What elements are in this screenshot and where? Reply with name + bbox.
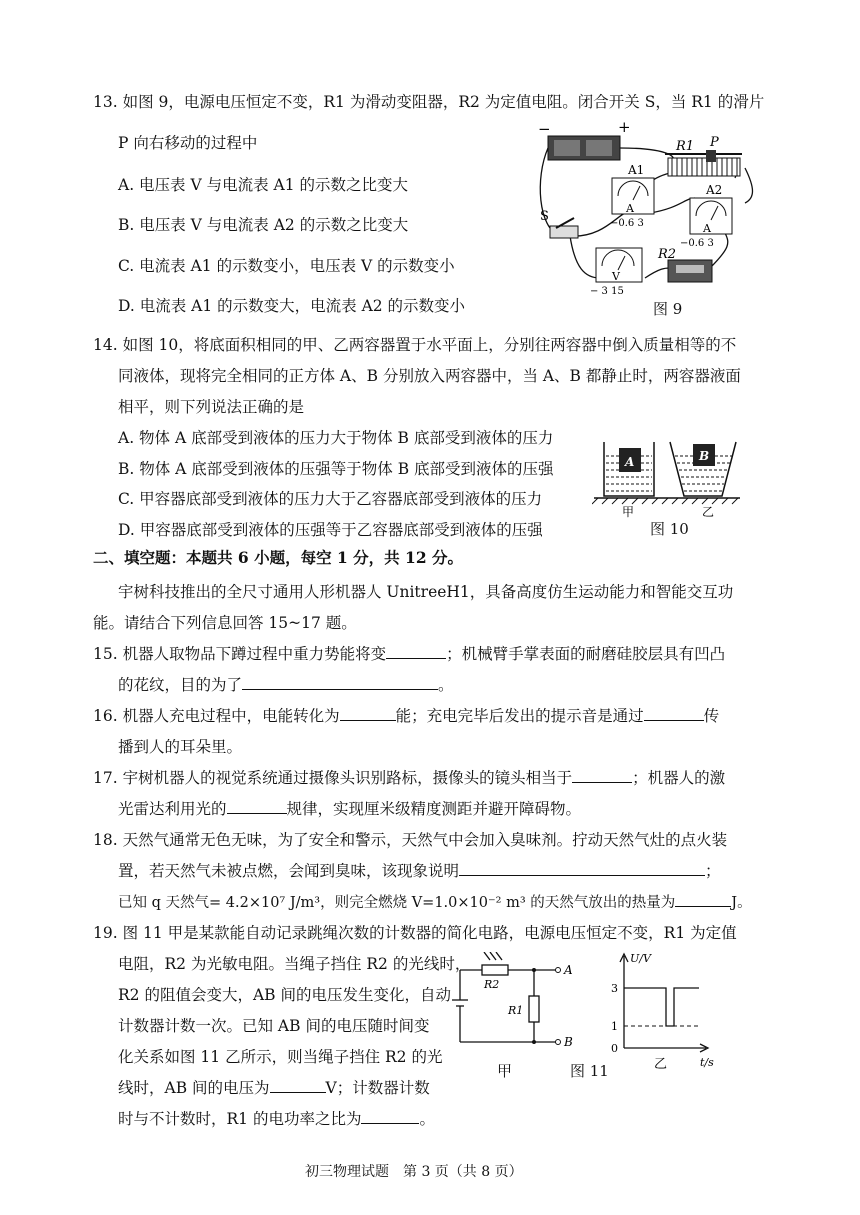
q15-blank-2[interactable]	[242, 675, 438, 690]
q18-text-b: ；	[705, 862, 721, 880]
q15-text-d: 。	[438, 676, 454, 694]
q19-blank-2[interactable]	[361, 1109, 419, 1124]
q19-text-c: 时与不计数时，R1 的电功率之比为	[118, 1110, 362, 1128]
v-scale: − 3 15	[590, 286, 624, 297]
q14-stem-line1: 14. 如图 10，将底面积相同的甲、乙两容器置于水平面上，分别往两容器中倒入质量相等的不	[93, 336, 737, 354]
q19-line6	[118, 1078, 430, 1098]
y-tick-3: 3	[611, 982, 618, 995]
q14-option-b: B. 物体 A 底部受到液体的压强等于物体 B 底部受到液体的压强	[118, 460, 554, 478]
q18-line3	[118, 892, 752, 913]
q15-line1	[93, 644, 725, 664]
q17-text-c: 光雷达利用光的	[118, 800, 227, 818]
voltmeter-letter: V	[612, 270, 620, 283]
q19-text-b: V；计数器计数	[325, 1079, 430, 1097]
figure-11-jia-label: 甲	[497, 1062, 513, 1080]
figure-11-circuit	[448, 952, 583, 1052]
battery-minus-label: −	[538, 120, 551, 138]
q15-line2	[118, 675, 454, 695]
cube-a-label: A	[625, 455, 635, 469]
container-yi-label: 乙	[702, 505, 715, 519]
q17-text-b: ；机器人的激	[632, 769, 726, 787]
cube-b-label: B	[699, 449, 710, 463]
a2-meter-letter: A	[703, 222, 711, 235]
container-jia-label: 甲	[622, 505, 635, 519]
r2-photo-label: R2	[484, 978, 500, 991]
terminal-a-label: A	[564, 963, 573, 977]
q13-stem-line2: P 向右移动的过程中	[118, 134, 258, 152]
q15-text-a: 15. 机器人取物品下蹲过程中重力势能将变	[93, 645, 387, 663]
origin-label: 0	[611, 1042, 618, 1055]
q17-blank-2[interactable]	[227, 799, 287, 814]
q19-line5: 化关系如图 11 乙所示，则当绳子挡住 R2 的光	[118, 1048, 443, 1066]
q16-line1	[93, 706, 719, 726]
q14-stem-line3: 相平，则下列说法正确的是	[118, 398, 305, 416]
q14-option-a: A. 物体 A 底部受到液体的压力大于物体 B 底部受到液体的压力	[118, 429, 554, 447]
q17-blank-1[interactable]	[572, 768, 632, 783]
q17-text-d: 规律，实现厘米级精度测距并避开障碍物。	[286, 800, 582, 818]
section2-title: 二、填空题：本题共 6 小题，每空 1 分，共 12 分。	[93, 548, 464, 567]
a2-scale: −0.6 3	[680, 238, 714, 249]
q18-text-c: 已知 q 天然气= 4.2×10⁷ J/m³，则完全燃烧 V=1.0×10⁻² m³ 的天然气放出的热量为	[118, 895, 676, 911]
q17-line1	[93, 768, 725, 788]
q18-text-a: 置，若天然气未被点燃，会闻到臭味，该现象说明	[118, 862, 460, 880]
q16-text-a: 16. 机器人充电过程中，电能转化为	[93, 707, 340, 725]
figure-11-caption: 图 11	[570, 1062, 609, 1080]
q19-blank-1[interactable]	[270, 1078, 326, 1093]
y-axis-label: U/V	[630, 952, 651, 965]
a1-scale: −0.6 3	[610, 218, 644, 229]
q13-option-a: A. 电压表 V 与电流表 A1 的示数之比变大	[118, 176, 409, 194]
a1-meter-letter: A	[626, 202, 634, 215]
q18-text-d: J。	[731, 895, 752, 911]
q19-text-a: 线时，AB 间的电压为	[118, 1079, 270, 1097]
q16-blank-1[interactable]	[340, 706, 396, 721]
section2-intro-line2: 能。请结合下列信息回答 15~17 题。	[93, 614, 357, 632]
q19-line1: 19. 图 11 甲是某款能自动记录跳绳次数的计数器的简化电路，电源电压恒定不变，R1 为定值	[93, 924, 737, 942]
q15-text-c: 的花纹，目的为了	[118, 676, 243, 694]
figure-10-containers	[592, 430, 742, 520]
terminal-b-label: B	[564, 1035, 573, 1049]
figure-9-caption: 图 9	[653, 300, 683, 318]
q19-line3: R2 的阻值会变大，AB 间的电压发生变化，自动	[118, 986, 451, 1004]
q19-text-d: 。	[419, 1110, 435, 1128]
q17-text-a: 17. 宇树机器人的视觉系统通过摄像头识别路标，摄像头的镜头相当于	[93, 769, 573, 787]
y-tick-1: 1	[611, 1020, 618, 1033]
q14-stem-line2: 同液体，现将完全相同的正方体 A、B 分别放入两容器中，当 A、B 都静止时，两容器液面	[118, 367, 741, 385]
q18-blank-2[interactable]	[675, 892, 731, 907]
a1-label: A1	[628, 163, 645, 177]
q16-line2: 播到人的耳朵里。	[118, 738, 243, 756]
q15-blank-1[interactable]	[386, 644, 446, 659]
q16-text-b: 能；充电完毕后发出的提示音是通过	[395, 707, 644, 725]
q14-option-d: D. 甲容器底部受到液体的压强等于乙容器底部受到液体的压强	[118, 521, 543, 539]
r1-fixed-label: R1	[508, 1004, 524, 1017]
q19-line7	[118, 1109, 435, 1129]
r1-label: R1	[676, 139, 695, 154]
q13-option-b: B. 电压表 V 与电流表 A2 的示数之比变大	[118, 216, 409, 234]
slider-p-label: P	[710, 135, 719, 150]
battery-plus-label: +	[618, 118, 631, 136]
q13-option-d: D. 电流表 A1 的示数变大，电流表 A2 的示数变小	[118, 297, 466, 315]
q18-blank-1[interactable]	[459, 861, 705, 876]
page-footer: 初三物理试题 第 3 页（共 8 页）	[305, 1164, 523, 1180]
q19-line4: 计数器计数一次。已知 AB 间的电压随时间变	[118, 1017, 430, 1035]
figure-11-voltage-graph	[604, 950, 716, 1075]
figure-9-circuit	[530, 118, 770, 308]
switch-s-label: S	[540, 209, 549, 224]
q16-text-c: 传	[703, 707, 720, 725]
q15-text-b: ；机械臂手掌表面的耐磨硅胶层具有凹凸	[446, 645, 726, 663]
a2-label: A2	[706, 183, 723, 197]
q17-line2	[118, 799, 581, 819]
q14-option-c: C. 甲容器底部受到液体的压力大于乙容器底部受到液体的压力	[118, 490, 543, 508]
q18-line2	[118, 861, 721, 881]
q16-blank-2[interactable]	[644, 706, 704, 721]
section2-intro-line1: 宇树科技推出的全尺寸通用人形机器人 UnitreeH1，具备高度仿生运动能力和智能交互功	[118, 583, 734, 601]
figure-10-caption: 图 10	[650, 520, 689, 538]
r2-label: R2	[658, 247, 677, 262]
figure-11-yi-label: 乙	[654, 1057, 668, 1072]
q19-line2: 电阻，R2 为光敏电阻。当绳子挡住 R2 的光线时，	[118, 955, 471, 973]
q13-option-c: C. 电流表 A1 的示数变小，电压表 V 的示数变小	[118, 257, 455, 275]
x-axis-label: t/s	[700, 1056, 714, 1069]
q13-stem-line1: 13. 如图 9，电源电压恒定不变，R1 为滑动变阻器，R2 为定值电阻。闭合开关 S，当 R1 的滑片	[93, 93, 765, 111]
q18-line1: 18. 天然气通常无色无味，为了安全和警示，天然气中会加入臭味剂。拧动天然气灶的点火装	[93, 831, 728, 849]
